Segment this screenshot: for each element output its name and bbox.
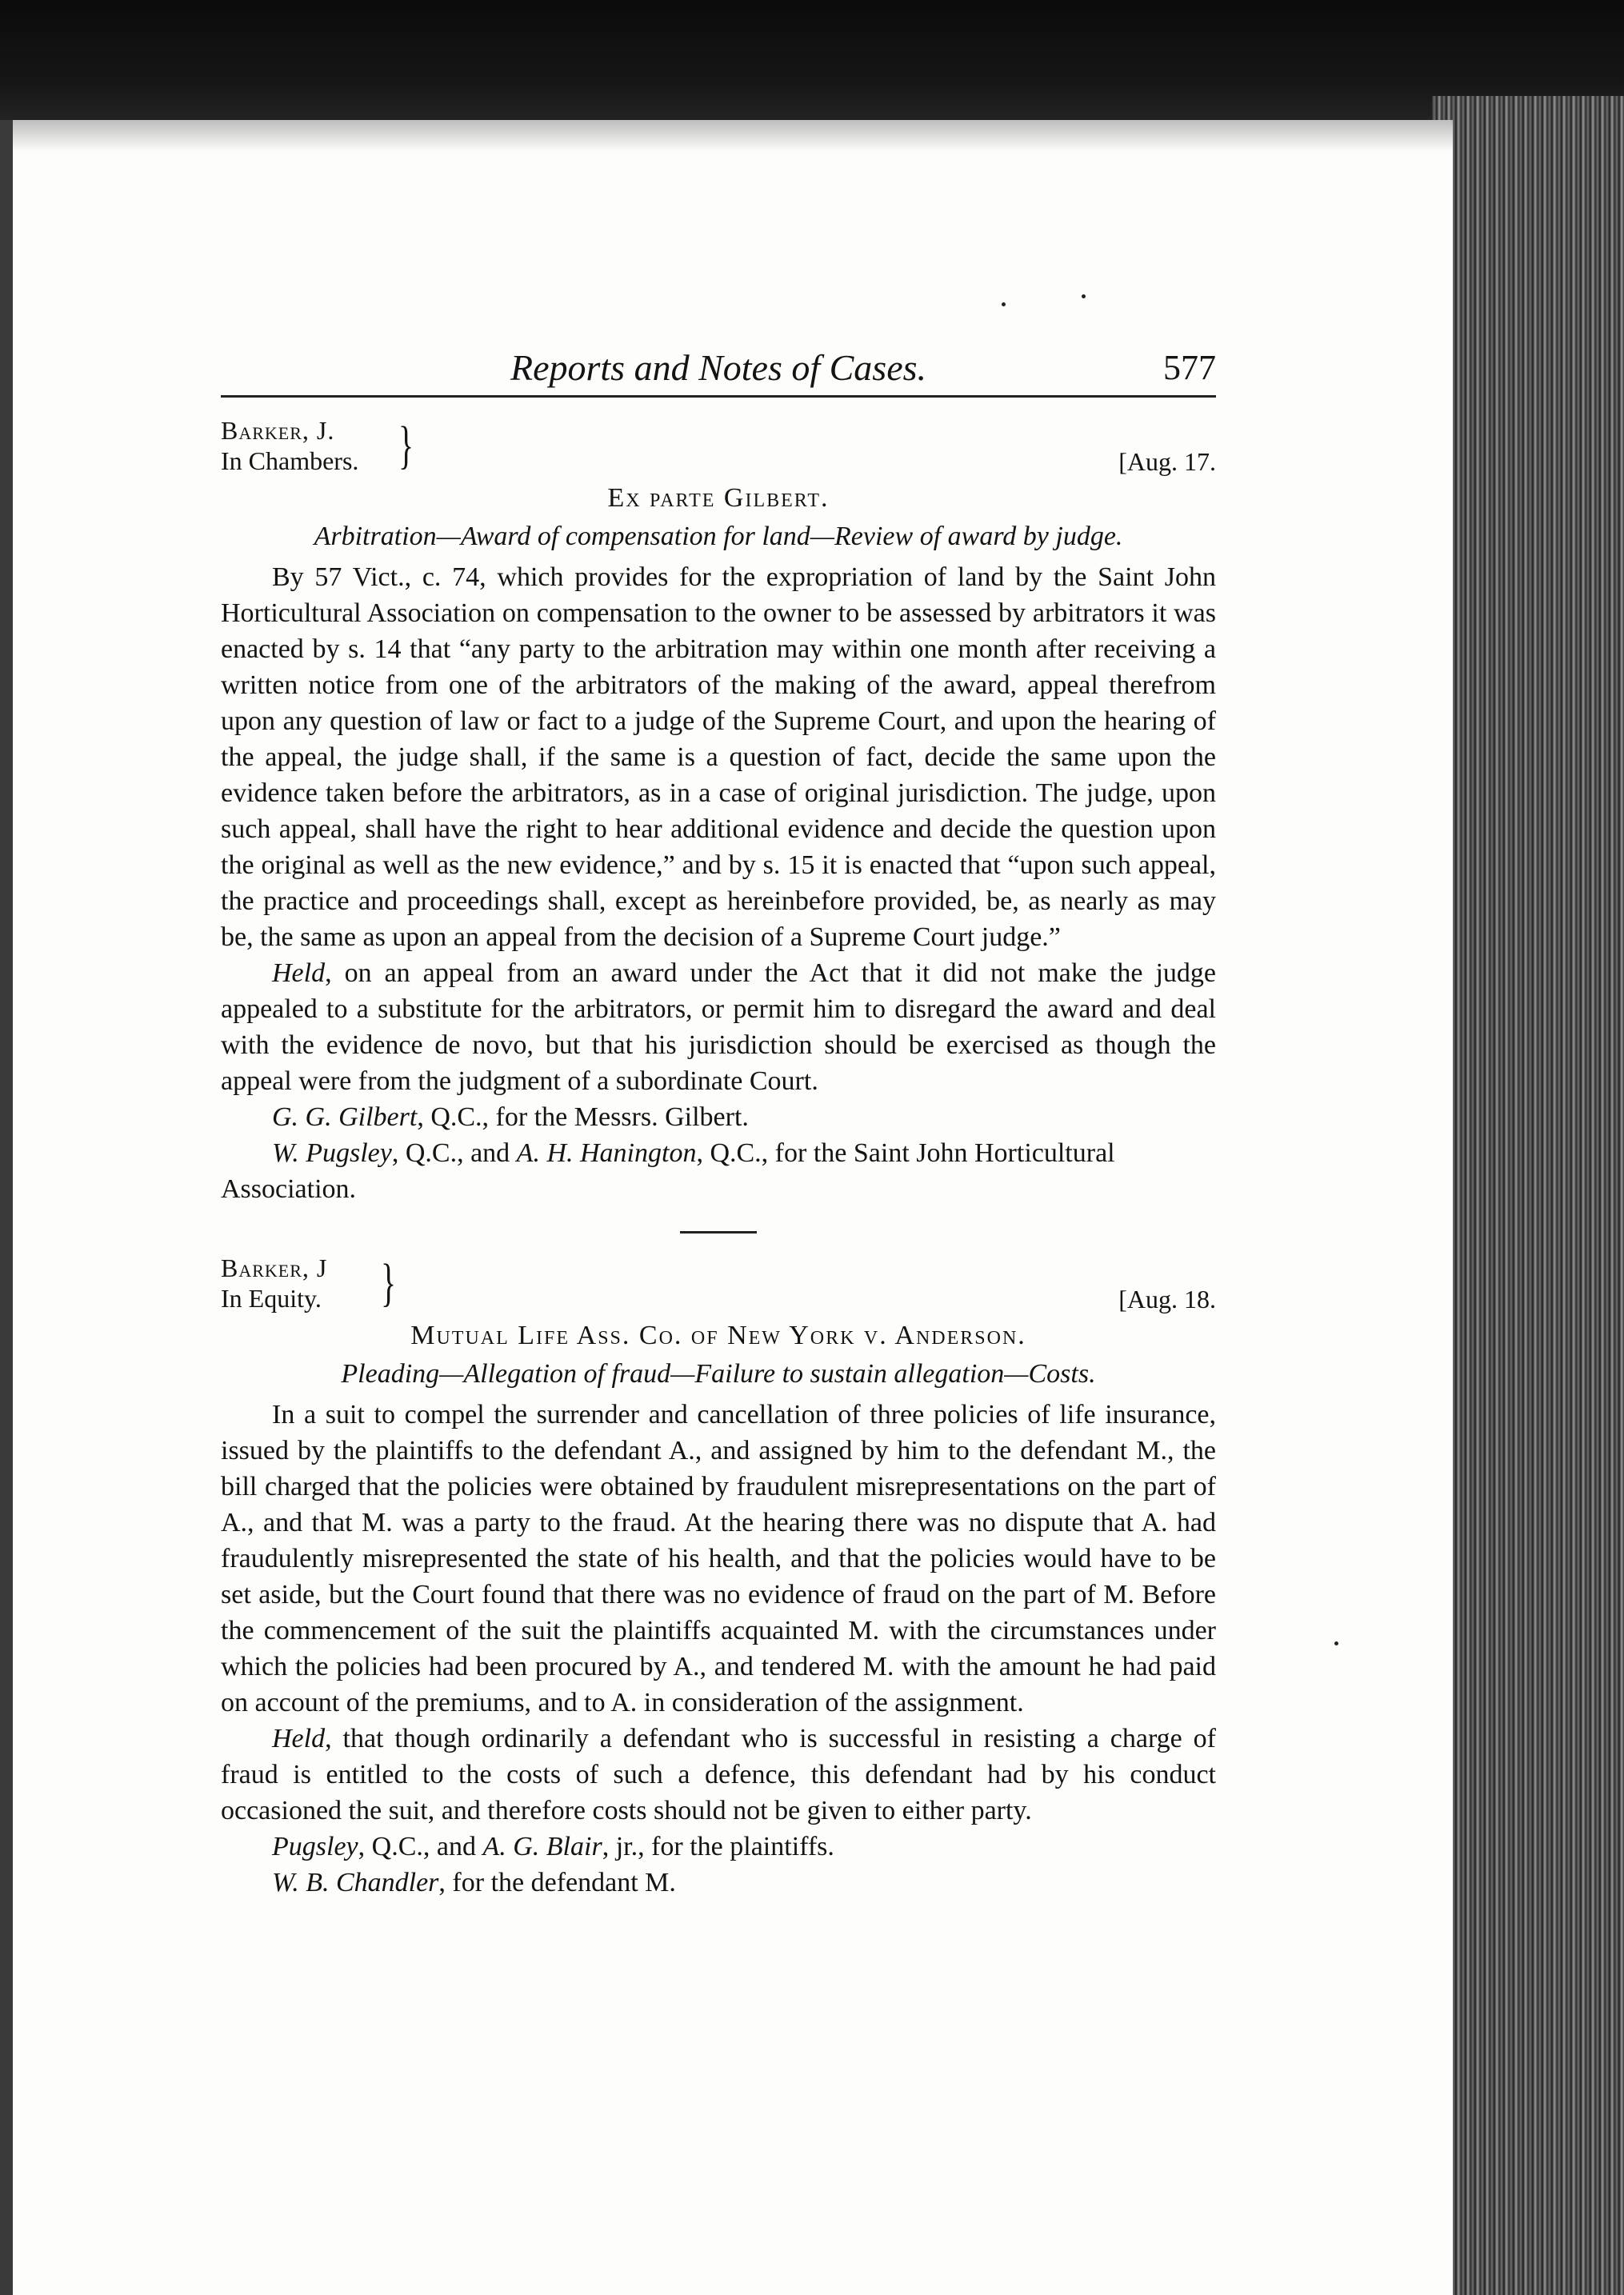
held-label: Held xyxy=(272,1724,326,1753)
counsel-text: , Q.C., and xyxy=(358,1832,483,1861)
judge-name: Barker, J xyxy=(221,1253,328,1282)
held-text: , that though ordinarily a defendant who is successful in resisting a charge of fraud is entitled to the costs of such a defence, this defendant had by his conduct occasioned the suit, and therefore costs should not be given to either party. xyxy=(221,1724,1216,1825)
counsel-name: G. G. Gilbert xyxy=(272,1102,418,1132)
scan-speck xyxy=(1334,1641,1338,1645)
case-date: [Aug. 18. xyxy=(1118,1285,1216,1313)
section-divider xyxy=(680,1231,757,1233)
case-headnote: Pleading—Allegation of fraud—Failure to sustain allegation—Costs. xyxy=(341,1359,1096,1389)
running-head-title: Reports and Notes of Cases. xyxy=(510,347,927,388)
counsel-name: W. Pugsley xyxy=(272,1138,392,1168)
case-title: Ex parte Gilbert. xyxy=(607,483,830,513)
scan-speck xyxy=(1002,302,1006,306)
counsel-name: A. H. Hanington xyxy=(516,1138,697,1168)
counsel-text: , Q.C., for the Messrs. Gilbert. xyxy=(417,1102,749,1132)
judge-block xyxy=(221,415,358,476)
page-content xyxy=(221,346,1216,1901)
counsel-name: A. G. Blair xyxy=(482,1832,602,1861)
brace-mark: } xyxy=(398,416,414,474)
case-header xyxy=(221,1253,1216,1321)
counsel-name: Pugsley xyxy=(272,1832,358,1861)
held-text: , on an appeal from an award under the Act that it did not make the judge appealed to a substitute for the arbitrators, or permit him to disregard the award and deal with the evidence de novo, but that his jurisdiction should be exercised as though the appeal were from the judgment of a subordinate Court. xyxy=(221,958,1216,1096)
running-head xyxy=(221,346,1216,398)
case-report xyxy=(221,1253,1216,1901)
case-date: [Aug. 17. xyxy=(1118,447,1216,476)
counsel-line xyxy=(221,1865,1216,1901)
counsel-line xyxy=(221,1099,1216,1135)
counsel-name: W. B. Chandler xyxy=(272,1868,439,1897)
book-page-edges xyxy=(1432,96,1624,2295)
case-headnote: Arbitration—Award of compensation for land—Review of award by judge. xyxy=(314,522,1123,551)
brace-mark: } xyxy=(381,1253,397,1312)
case-body-paragraph: In a suit to compel the surrender and cancellation of three policies of life insurance, issued by the plaintiffs to the defendant A., and assigned by him to the defendant M., the bill charged that the policies were obtained by fraudulent misrepresentations on the part of A., and that M. was a party to the fraud. At the hearing there was no dispute that A. had fraudulently misrepresented the state of his health, and that the policies would have to be set aside, but the Court found that there was no evidence of fraud on the part of M. Before the commencement of the suit the plaintiffs acquainted M. with the circumstances under which the policies had been procured by A., and tendered M. with the amount he had paid on account of the premiums, and to A. in consideration of the assignment. xyxy=(221,1400,1216,1717)
judge-name: Barker, J. xyxy=(221,416,335,445)
court-venue: In Equity. xyxy=(221,1284,322,1313)
counsel-text: , jr., for the plaintiffs. xyxy=(602,1832,834,1861)
held-paragraph xyxy=(221,1721,1216,1829)
held-paragraph xyxy=(221,955,1216,1099)
held-label: Held xyxy=(272,958,326,988)
counsel-text: , for the defendant M. xyxy=(438,1868,676,1897)
judge-block xyxy=(221,1253,327,1313)
court-venue: In Chambers. xyxy=(221,446,359,475)
counsel-text: , Q.C., for the Saint John Horticultural Association. xyxy=(221,1138,1115,1204)
page-number: 577 xyxy=(1163,348,1216,387)
case-body-paragraph: By 57 Vict., c. 74, which provides for the expropriation of land by the Saint John Horticultural Association on compensation to the owner to be assessed by arbitrators it was enacted by s. 14 that “any party to the arbitration may within one month after receiving a written notice from one of the arbitrators of the making of the award, appeal therefrom upon any question of law or fact to a judge of the Supreme Court, and upon the hearing of the appeal, the judge shall, if the same is a question of fact, decide the same upon the evidence taken before the arbitrators, as in a case of original jurisdiction. The judge, upon such appeal, shall have the right to hear additional evidence and decide the question upon the original as well as the new evidence,” and by s. 15 it is enacted that “upon such appeal, the practice and proceedings shall, except as hereinbefore provided, be, as nearly as may be, the same as upon an appeal from the decision of a Supreme Court judge.” xyxy=(221,562,1216,952)
counsel-text: , Q.C., and xyxy=(391,1138,517,1168)
scan-speck xyxy=(1082,294,1086,298)
counsel-line xyxy=(221,1829,1216,1865)
case-title: Mutual Life Ass. Co. of New York v. Anderson. xyxy=(410,1321,1026,1350)
counsel-line xyxy=(221,1135,1216,1207)
case-header xyxy=(221,415,1216,484)
scan-dark-border-top xyxy=(0,0,1624,140)
case-report xyxy=(221,415,1216,1207)
